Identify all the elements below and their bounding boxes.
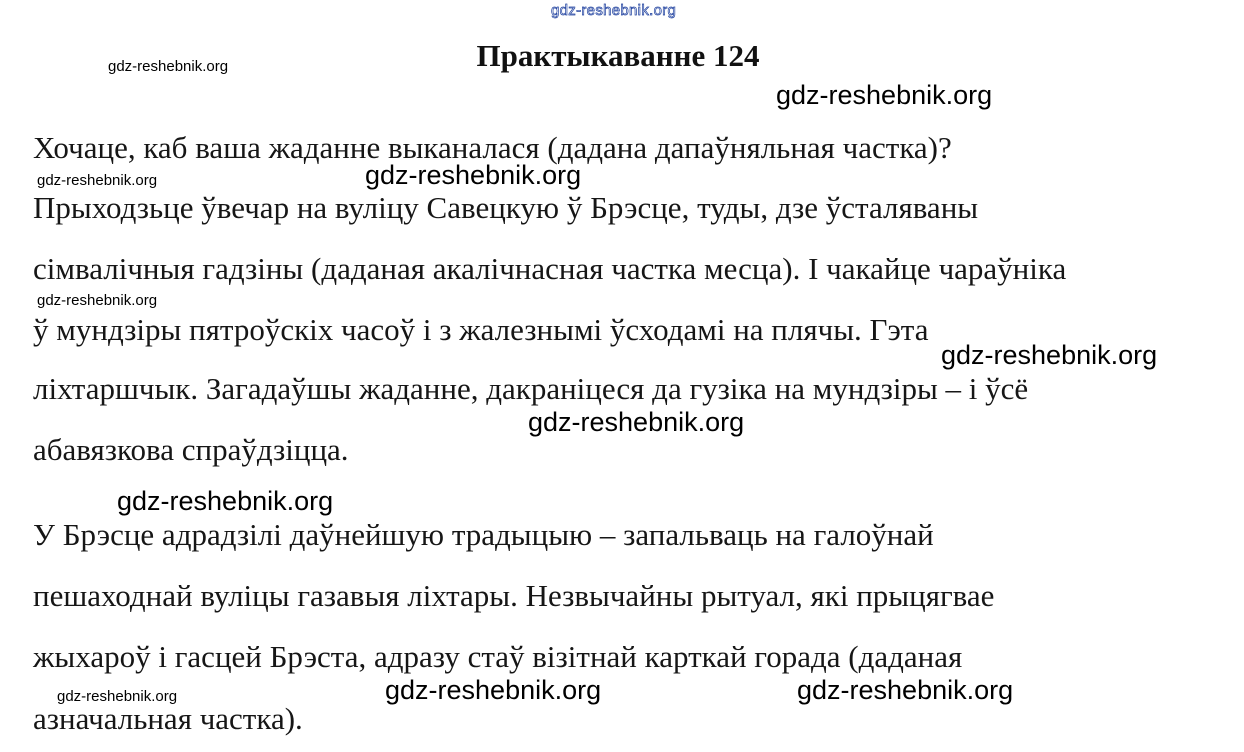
- exercise-title: Практыкаванне 124: [476, 38, 760, 73]
- watermark: gdz-reshebnik.org: [941, 340, 1158, 370]
- watermark: gdz-reshebnik.org: [776, 80, 993, 110]
- watermark: gdz-reshebnik.org: [117, 486, 334, 516]
- watermark: gdz-reshebnik.org: [57, 688, 178, 705]
- text-line: ў мундзіры пятроўскіх часоў і з жалезнымі ўсходамі на плячы. Гэта: [33, 312, 929, 347]
- watermark: gdz-reshebnik.org: [108, 58, 229, 75]
- watermark: gdz-reshebnik.org: [37, 292, 158, 309]
- watermark: gdz-reshebnik.org: [528, 407, 745, 437]
- text-line: ліхтаршчык. Загадаўшы жаданне, дакраніцеся да гузіка на мундзіры – і ўсё: [33, 371, 1029, 406]
- text-line: азначальная частка).: [33, 701, 303, 736]
- text-line: У Брэсце адрадзілі даўнейшую традыцыю – запальваць на галоўнай: [33, 517, 934, 552]
- watermark: gdz-reshebnik.org: [385, 675, 602, 705]
- watermark: gdz-reshebnik.org: [365, 160, 582, 190]
- text-line: Хочаце, каб ваша жаданне выканалася (дадана дапаўняльная частка)?: [33, 130, 952, 165]
- text-line: сімвалічныя гадзіны (даданая акалічнасная частка месца). І чакайце чараўніка: [33, 251, 1067, 286]
- text-line: абавязкова спраўдзіцца.: [33, 432, 349, 467]
- text-line: пешаходнай вуліцы газавыя ліхтары. Незвычайны рытуал, які прыцягвае: [33, 578, 995, 613]
- watermark: gdz-reshebnik.org: [37, 172, 158, 189]
- text-line: жыхароў і гасцей Брэста, адразу стаў візітнай карткай горада (даданая: [33, 639, 963, 674]
- watermark: gdz-reshebnik.org: [551, 2, 677, 19]
- watermark: gdz-reshebnik.org: [797, 675, 1014, 705]
- text-line: Прыходзьце ўвечар на вуліцу Савецкую ў Брэсце, туды, дзе ўсталяваны: [33, 190, 979, 225]
